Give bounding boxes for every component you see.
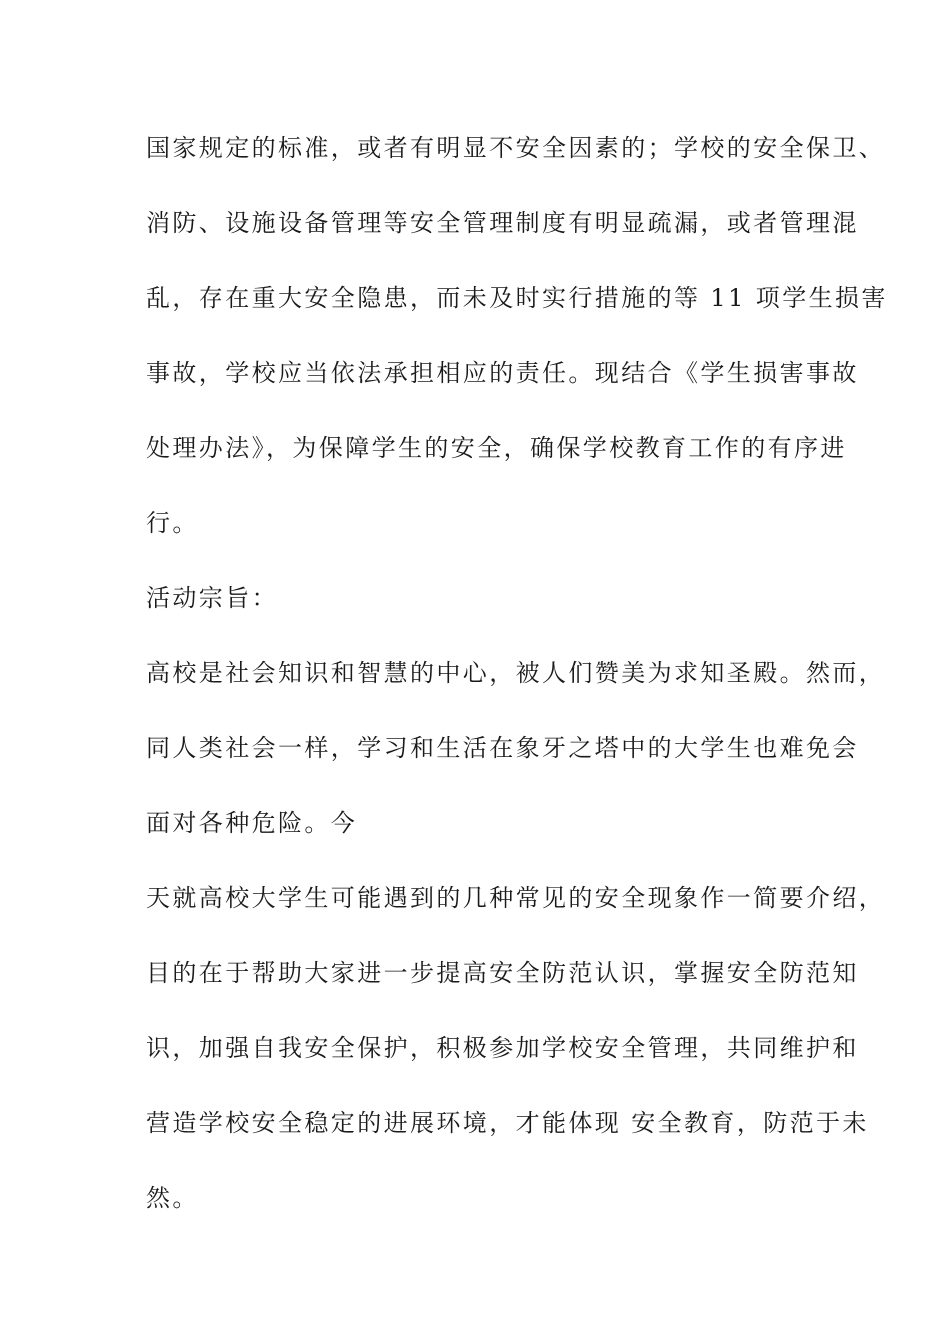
paragraph-1-line-4: 事故，学校应当依法承担相应的责任。现结合《学生损害事故 (146, 359, 859, 387)
paragraph-1-line-3: 乱，存在重大安全隐患，而未及时实行措施的等 11 项学生损害 (146, 284, 888, 312)
paragraph-1-line-5: 处理办法》，为保障学生的安全，确保学校教育工作的有序进 (146, 434, 847, 462)
paragraph-1-line-6: 行。 (146, 509, 199, 537)
paragraph-2-line-2: 同人类社会一样，学习和生活在象牙之塔中的大学生也难免会 (146, 734, 859, 762)
paragraph-2-line-3: 面对各种危险。今 (146, 809, 358, 837)
paragraph-1-line-2: 消防、设施设备管理等安全管理制度有明显疏漏，或者管理混 (146, 209, 859, 237)
paragraph-3-line-1: 天就高校大学生可能遇到的几种常见的安全现象作一简要介绍， (146, 884, 886, 912)
paragraph-3-line-5: 然。 (146, 1184, 199, 1212)
paragraph-2-line-1: 高校是社会知识和智慧的中心，被人们赞美为求知圣殿。然而， (146, 659, 886, 687)
section-heading: 活动宗旨： (146, 584, 278, 612)
paragraph-3-line-3: 识，加强自我安全保护，积极参加学校安全管理，共同维护和 (146, 1034, 859, 1062)
paragraph-3-line-4: 营造学校安全稳定的进展环境，才能体现 安全教育，防范于未 (146, 1109, 869, 1137)
paragraph-3-line-2: 目的在于帮助大家进一步提高安全防范认识，掌握安全防范知 (146, 959, 859, 987)
paragraph-1-line-1: 国家规定的标准，或者有明显不安全因素的；学校的安全保卫、 (146, 134, 886, 162)
